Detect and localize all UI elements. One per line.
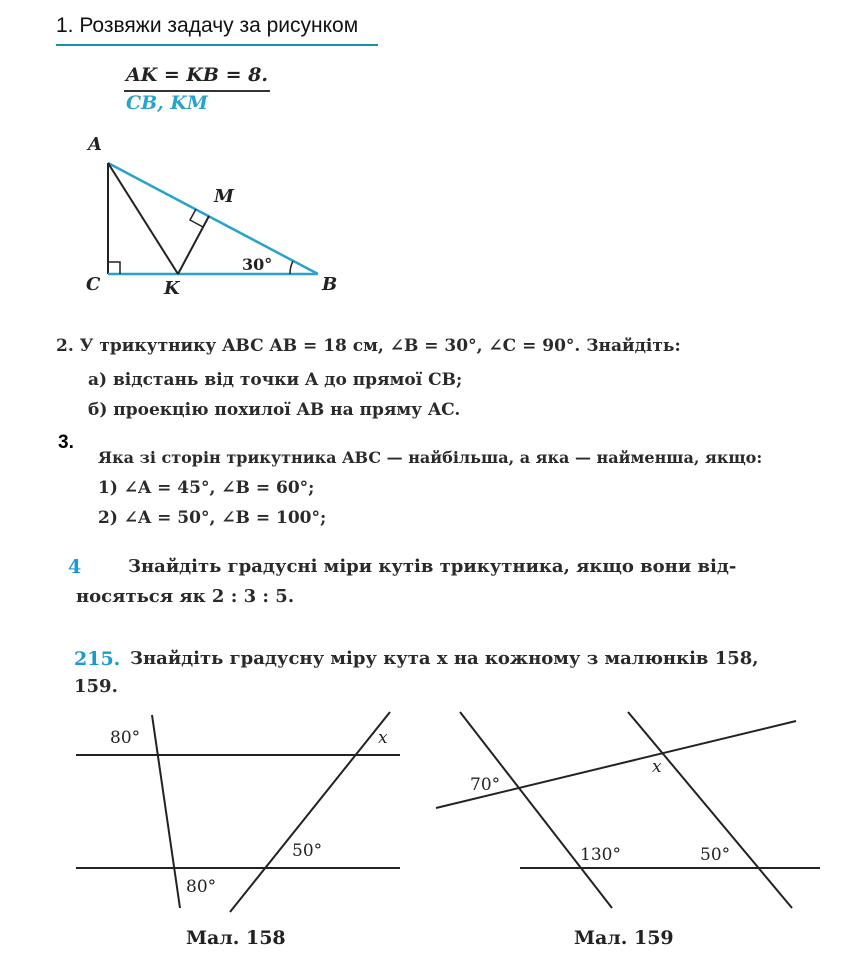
label-c: C [86,274,101,295]
figure-159 [420,700,864,966]
figure-158 [0,700,430,966]
fig159-angle-70: 70° [470,775,501,795]
label-angle-30: 30° [242,255,273,274]
fig158-caption: Мал. 158 [186,927,286,949]
side-ab [108,163,318,274]
fig158-angle-50: 50° [292,841,323,861]
label-b: B [322,274,338,295]
task2-line3: б) проекцію похилої AB на пряму AC. [88,400,461,420]
task215-number: 215. [74,648,121,670]
task215-line1: Знайдіть градусну міру кута x на кожному з малюнків 158, [130,648,759,669]
fig159-angle-x: x [652,757,662,777]
transversal-right [230,712,390,912]
task2-line2: а) відстань від точки A до прямої CB; [88,370,463,390]
right-angle-c [108,262,120,274]
transversal-left [152,715,180,908]
task1-given: AK = KB = 8. [126,64,268,86]
task3-line2: 1) ∠A = 45°, ∠B = 60°; [98,478,315,498]
fig159-caption: Мал. 159 [574,927,674,949]
angle-arc-b [290,261,293,274]
segment-ak [108,163,178,274]
label-a: A [88,134,102,155]
label-m: M [214,186,234,207]
fig158-angle-80-bottom: 80° [186,877,217,897]
fig158-angle-80-top: 80° [110,728,141,748]
task215-line2: 159. [74,676,118,697]
task4-line2: носяться як 2 : 3 : 5. [76,586,295,607]
task4-number: 4 [68,556,82,578]
fig158-angle-x: x [378,728,388,748]
triangle-figure [0,0,864,320]
task3-line1: Яка зі сторін трикутника ABC — найбільша, а яка — найменша, якщо: [98,448,763,467]
segment-km [178,216,209,274]
fig159-angle-50: 50° [700,845,731,865]
task1-find: CB, KM [126,92,208,114]
task2-line1: 2. У трикутнику ABC AB = 18 см, ∠B = 30°, ∠C = 90°. Знайдіть: [56,336,681,356]
label-k: K [164,278,180,299]
task3-number: 3. [58,432,74,453]
task1-title: 1. Розвяжи задачу за рисунком [56,14,359,37]
transversal-left [460,712,612,908]
task3-line3: 2) ∠A = 50°, ∠B = 100°; [98,508,327,528]
task4-line1: Знайдіть градусні міри кутів трикутника, якщо вони від- [128,556,737,577]
fig159-angle-130: 130° [580,845,621,865]
